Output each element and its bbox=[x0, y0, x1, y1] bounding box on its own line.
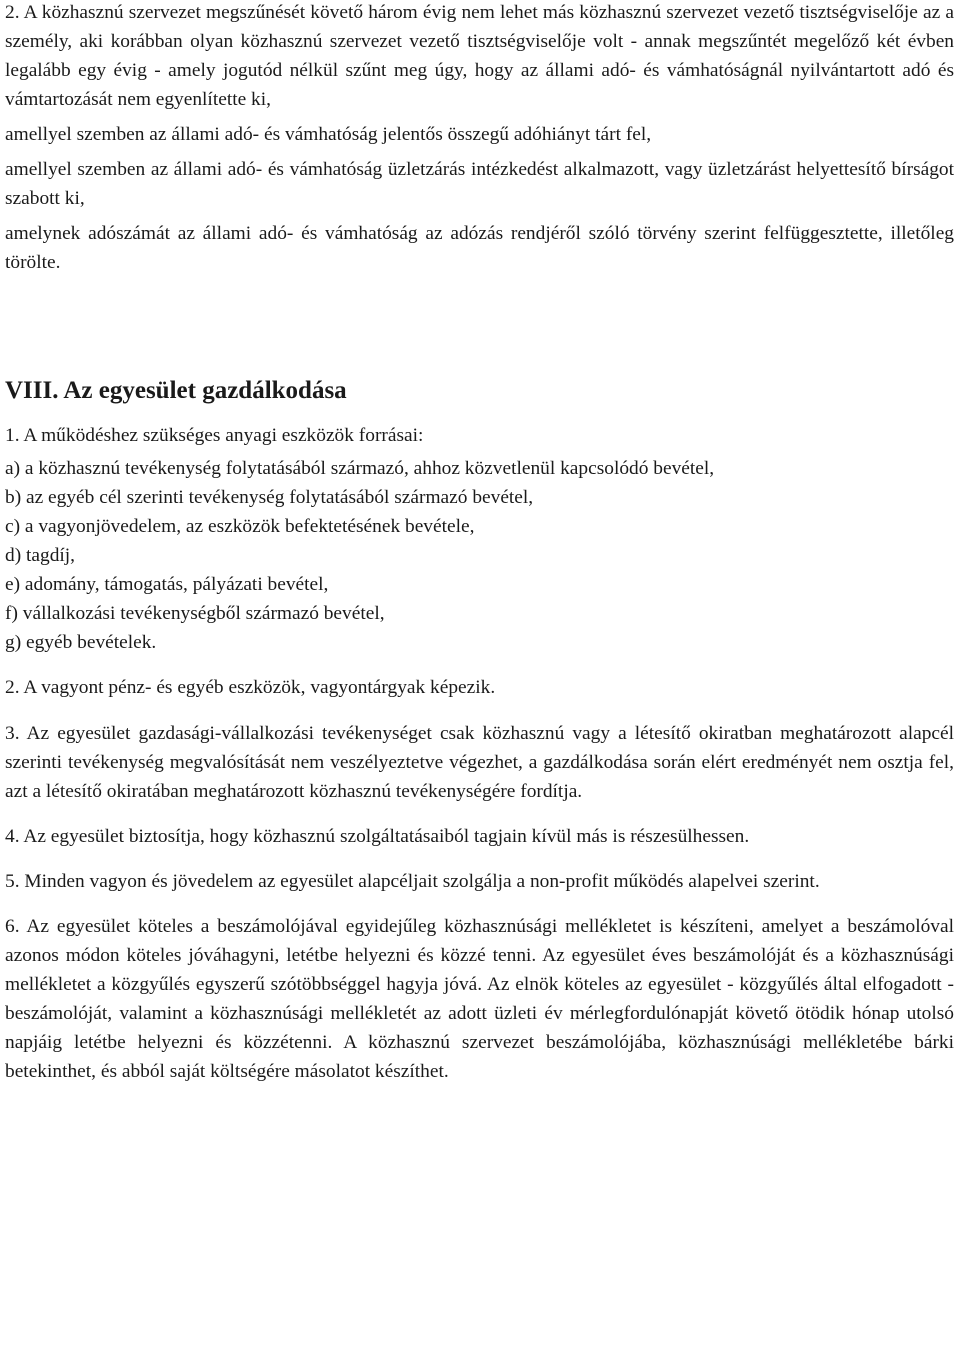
clause-3: amelynek adószámát az állami adó- és vámhatóság az adózás rendjéről szóló törvény szerint felfüggesztette, illetőleg törölte. bbox=[5, 223, 954, 273]
list-item: g) egyéb bevételek. bbox=[5, 632, 157, 653]
chapter-p4: 4. Az egyesület biztosítja, hogy közhasznú szolgáltatásaiból tagjain kívül más is részesülhessen. bbox=[5, 826, 750, 847]
sources-list bbox=[5, 454, 954, 657]
list-item: e) adomány, támogatás, pályázati bevétel, bbox=[5, 574, 329, 595]
list-item: a) a közhasznú tevékenység folytatásából származó, ahhoz közvetlenül kapcsolódó bevétel, bbox=[5, 458, 715, 479]
chapter-p6: 6. Az egyesület köteles a beszámolójával egyidejűleg közhasznúsági mellékletet is készíteni, amelyet a beszámolóval azonos módon köteles jóváhagyni, letétbe helyezni és közzé tenni. Az egyesület éves beszámolóját és a közhasznúsági mellékletet a közgyűlés egyszerű szótöbbséggel hagyja jóvá. Az elnök köteles az egyesület - közgyűlés által elfogadott - beszámolóját, valamint a közhasznúsági mellékletét az adott üzleti év mérlegfordulónapját követő ötödik hónap utolsó napjáig letétbe helyezni és közzétenni. A közhasznú szervezet beszámolójába, közhasznúsági mellékletébe bárki betekinthet, és abból saját költségére másolatot készíthet. bbox=[5, 916, 954, 1082]
chapter-p3: 3. Az egyesület gazdasági-vállalkozási tevékenységet csak közhasznú vagy a létesítő okiratban meghatározott alapcél szerinti tevékenység megvalósítását nem veszélyeztetve végezhet, a gazdálkodása során elért eredményét nem osztja fel, azt a létesítő okiratában meghatározott közhasznú tevékenységére fordítja. bbox=[5, 723, 954, 802]
list-item: d) tagdíj, bbox=[5, 545, 76, 566]
list-item: f) vállalkozási tevékenységből származó bevétel, bbox=[5, 603, 385, 624]
list-item: c) a vagyonjövedelem, az eszközök befektetésének bevétele, bbox=[5, 516, 475, 537]
chapter-p2: 2. A vagyont pénz- és egyéb eszközök, vagyontárgyak képezik. bbox=[5, 677, 496, 698]
chapter-p1-intro: 1. A működéshez szükséges anyagi eszközök forrásai: bbox=[5, 425, 424, 446]
clause-2: amellyel szemben az állami adó- és vámhatóság üzletzárás intézkedést alkalmazott, vagy üzletzárást helyettesítő bírságot szabott ki, bbox=[5, 159, 954, 209]
paragraph-2: 2. A közhasznú szervezet megszűnését követő három évig nem lehet más közhasznú szervezet vezető tisztségviselője az a személy, aki korábban olyan közhasznú szervezet vezető tisztségviselője volt - annak megszűntét megelőző két évben legalább egy évig - amely jogutód nélkül szűnt meg úgy, hogy az állami adó- és vámhatóságnál nyilvántartott adó és vámtartozását nem egyenlítette ki, bbox=[5, 2, 954, 110]
list-item: b) az egyéb cél szerinti tevékenység folytatásából származó bevétel, bbox=[5, 487, 534, 508]
chapter-title: VIII. Az egyesület gazdálkodása bbox=[5, 377, 347, 404]
clause-1: amellyel szemben az állami adó- és vámhatóság jelentős összegű adóhiányt tárt fel, bbox=[5, 124, 652, 145]
chapter-p5: 5. Minden vagyon és jövedelem az egyesület alapcéljait szolgálja a non-profit működés alapelvei szerint. bbox=[5, 871, 820, 892]
